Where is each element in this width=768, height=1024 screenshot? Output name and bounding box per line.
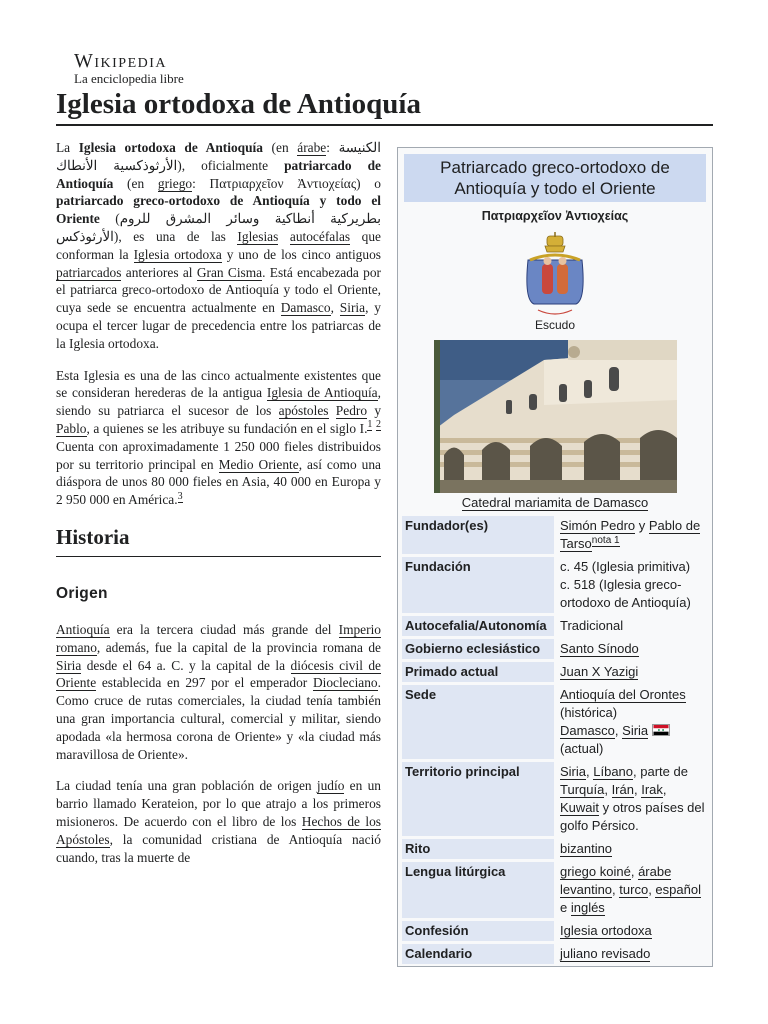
infobox-value: Siria, Líbano, parte de Turquía, Irán, Irak, Kuwait y otros países del golfo Pérsico. <box>560 764 705 833</box>
link-iran[interactable]: Irán <box>611 782 634 797</box>
link-pablo[interactable]: Pablo <box>56 420 87 436</box>
infobox-label: Sede <box>402 685 554 759</box>
reference-1[interactable]: 1 <box>367 419 373 431</box>
link-griego[interactable]: griego <box>157 175 193 191</box>
link-libano[interactable]: Líbano <box>593 764 634 779</box>
infobox-label: Confesión <box>402 921 554 941</box>
infobox-row-lengua <box>402 862 708 918</box>
note-1-link[interactable]: nota 1 <box>591 534 620 546</box>
link-pedro[interactable]: Pedro <box>335 403 368 419</box>
infobox-row-primado <box>402 662 708 682</box>
cathedral-photo[interactable] <box>434 340 677 493</box>
infobox-value <box>558 662 708 682</box>
infobox-value: c. 45 (Iglesia primitiva) c. 518 (Iglesia greco-ortodoxo de Antioquía) <box>560 559 691 610</box>
link-diocleciano[interactable]: Diocleciano <box>312 675 378 691</box>
infobox-label: Rito <box>402 839 554 859</box>
subsection-heading-origen: Origen <box>56 584 108 602</box>
infobox-label: Territorio principal <box>402 762 554 836</box>
link-iglesias[interactable]: Iglesias <box>237 228 279 244</box>
link-autocefalas[interactable]: autocéfalas <box>289 228 351 244</box>
wikipedia-logo[interactable] <box>74 50 184 86</box>
infobox-value: Antioquía del Orontes (histórica) Damasco, Siria (actual) <box>560 687 686 756</box>
page-title: Iglesia ortodoxa de Antioquía <box>56 88 421 120</box>
infobox-row-gobierno <box>402 639 708 659</box>
cathedral-photo-caption[interactable]: Catedral mariamita de Damasco <box>461 495 649 510</box>
infobox-label: Primado actual <box>402 662 554 682</box>
link-santo-sinodo[interactable]: Santo Sínodo <box>560 641 639 656</box>
infobox-value: Simón Pedro y Pablo de Tarso$^{nota 1}$ <box>560 518 701 551</box>
infobox-title: Patriarcado greco-ortodoxo de Antioquía y todo el Oriente <box>404 154 706 202</box>
infobox-row-fundadores <box>402 516 708 554</box>
link-iglesia-ortodoxa-2[interactable]: Iglesia ortodoxa <box>560 923 652 938</box>
title-divider <box>56 124 713 126</box>
link-siria-4[interactable]: Siria <box>560 764 587 779</box>
arabic-name: الكنيسة الأرثوذكسية الأنطاك <box>56 140 381 173</box>
infobox-row-confesion <box>402 921 708 941</box>
link-griego-koine[interactable]: griego koiné <box>560 864 631 879</box>
infobox-native-name: Πατριαρχεῖον Ἀντιοχείας <box>481 209 629 223</box>
infobox-row-calendario <box>402 944 708 964</box>
link-bizantino[interactable]: bizantino <box>560 841 613 856</box>
link-imperio-romano[interactable]: Imperio romano <box>56 621 381 655</box>
link-patriarcados[interactable]: patriarcados <box>56 264 122 280</box>
infobox-row-autocefalia <box>402 616 708 636</box>
link-juliano-revisado[interactable]: juliano revisado <box>560 946 651 961</box>
link-medio-oriente[interactable]: Medio Oriente <box>218 456 299 472</box>
link-pablo-de-tarso[interactable]: Pablo de Tarso <box>560 518 701 551</box>
section-heading-historia: Historia <box>56 523 381 557</box>
link-siria[interactable]: Siria <box>339 300 366 316</box>
link-arabe-levantino[interactable]: árabe levantino <box>560 864 672 897</box>
link-diocesis[interactable]: diócesis civil de Oriente <box>56 657 381 691</box>
infobox-label: Fundador(es) <box>402 516 554 554</box>
link-juan-x-yazigi[interactable]: Juan X Yazigi <box>560 664 639 679</box>
link-arabe[interactable]: árabe <box>297 140 327 155</box>
bold-name: Iglesia ortodoxa de Antioquía <box>78 140 263 155</box>
link-apostoles[interactable]: apóstoles <box>278 403 329 419</box>
article-body <box>56 139 381 880</box>
link-turco[interactable]: turco <box>619 882 649 897</box>
link-antioquia[interactable]: Antioquía <box>56 621 110 637</box>
arabic-long-name: بطريركية أنطاكية وسائر المشرق للروم الأرثوذكس <box>56 211 381 244</box>
link-judio[interactable]: judío <box>316 778 345 794</box>
infobox <box>397 147 713 967</box>
infobox-value <box>558 944 708 964</box>
link-damasco[interactable]: Damasco <box>280 300 331 316</box>
link-turquia[interactable]: Turquía <box>560 782 605 797</box>
infobox-label: Calendario <box>402 944 554 964</box>
intro-paragraph-1: La Iglesia ortodoxa de Antioquía (en árabe: الكنيسة الأرثوذكسية الأنطاك), oficialmente patriarcado de Antioquía (en griego: Πατριαρχεῖον Ἀντιοχείας) o patriarcado greco-ortodoxo de Antioquía y todo el Oriente (بطريركية أنطاكية وسائر المشرق للروم الأرثوذكس), es una de las Iglesias autocéfalas que conforman la Iglesia ortodoxa y uno de los cinco antiguos patriarcados anteriores al Gran Cisma. Está encabezada por el patriarca greco-ortodoxo de Antioquía y todo el Oriente, cuya sede se encuentra actualmente en Damasco, Siria, y ocupa el tercer lugar de precedencia entre los patriarcas de la Iglesia ortodoxa. <box>56 140 382 351</box>
coat-of-arms-caption: Escudo <box>534 318 576 332</box>
infobox-label: Lengua litúrgica <box>402 862 554 918</box>
infobox-value <box>558 639 708 659</box>
link-gran-cisma[interactable]: Gran Cisma <box>196 264 263 280</box>
link-siria-3[interactable]: Siria <box>622 723 649 738</box>
historia-paragraph-2: La ciudad tenía una gran población de origen judío en un barrio llamado Kerateion, por lo que atrajo a los primeros misioneros. De acuerdo con el libro de los Hechos de los Apóstoles, la comunidad cristiana de Antioquía nació cuando, tras la muerte de <box>56 778 381 865</box>
link-kuwait[interactable]: Kuwait <box>560 800 600 815</box>
reference-2[interactable]: 2 <box>376 419 381 431</box>
infobox-value <box>558 839 708 859</box>
link-iglesia-ortodoxa[interactable]: Iglesia ortodoxa <box>133 246 222 262</box>
link-antioquia-orontes[interactable]: Antioquía del Orontes <box>560 687 686 702</box>
infobox-row-sede <box>402 685 708 759</box>
logo-wordmark: Wikipedia <box>74 50 168 72</box>
historia-paragraph-1: Antioquía era la tercera ciudad más grande del Imperio romano, además, fue la capital de la provincia romana de Siria desde el 64 a. C. y la capital de la diócesis civil de Oriente establecida en 297 por el emperador Diocleciano. Como cruce de rutas comerciales, la ciudad tenía también una gran importancia cultural, comercial y militar, siendo apodada «la hermosa corona de Oriente» y «la ciudad más maravillosa de Oriente». <box>56 621 381 762</box>
intro-paragraph-2: Esta Iglesia es una de las cinco actualmente existentes que se consideran herederas de la antigua Iglesia de Antioquía, siendo su patriarca el sucesor de los apóstoles Pedro y Pablo, a quienes se les atribuye su fundación en el siglo I.$^1$ $^2$ Cuenta con aproximadamente 1 250 000 fieles distribuidos por su territorio principal en Medio Oriente, así como una diáspora de unos 80 000 fieles en Asia, 40 000 en Europa y 2 950 000 en América.$^3$ <box>56 367 382 508</box>
coat-of-arms-image[interactable] <box>520 230 590 318</box>
infobox-value: Tradicional <box>560 618 624 633</box>
infobox-value <box>558 921 708 941</box>
syria-flag-icon <box>652 724 670 736</box>
infobox-row-rito <box>402 839 708 859</box>
infobox-row-fundacion <box>402 557 708 613</box>
infobox-label: Fundación <box>402 557 554 613</box>
link-espanol[interactable]: español <box>655 882 701 897</box>
link-hechos[interactable]: Hechos de los Apóstoles <box>56 813 381 847</box>
reference-3[interactable]: 3 <box>177 490 183 502</box>
link-simon-pedro[interactable]: Simón Pedro <box>560 518 636 533</box>
link-ingles[interactable]: inglés <box>570 900 605 915</box>
infobox-label: Gobierno eclesiástico <box>402 639 554 659</box>
link-irak[interactable]: Irak <box>641 782 663 797</box>
infobox-label: Autocefalia/Autonomía <box>402 616 554 636</box>
link-iglesia-antioquia[interactable]: Iglesia de Antioquía <box>266 385 378 401</box>
link-damasco-2[interactable]: Damasco <box>560 723 615 738</box>
logo-tagline: La enciclopedia libre <box>74 71 184 86</box>
infobox-table <box>398 513 712 967</box>
infobox-row-territorio <box>402 762 708 836</box>
infobox-value: griego koiné, árabe levantino, turco, español e inglés <box>560 864 701 915</box>
link-siria-2[interactable]: Siria <box>56 657 82 673</box>
